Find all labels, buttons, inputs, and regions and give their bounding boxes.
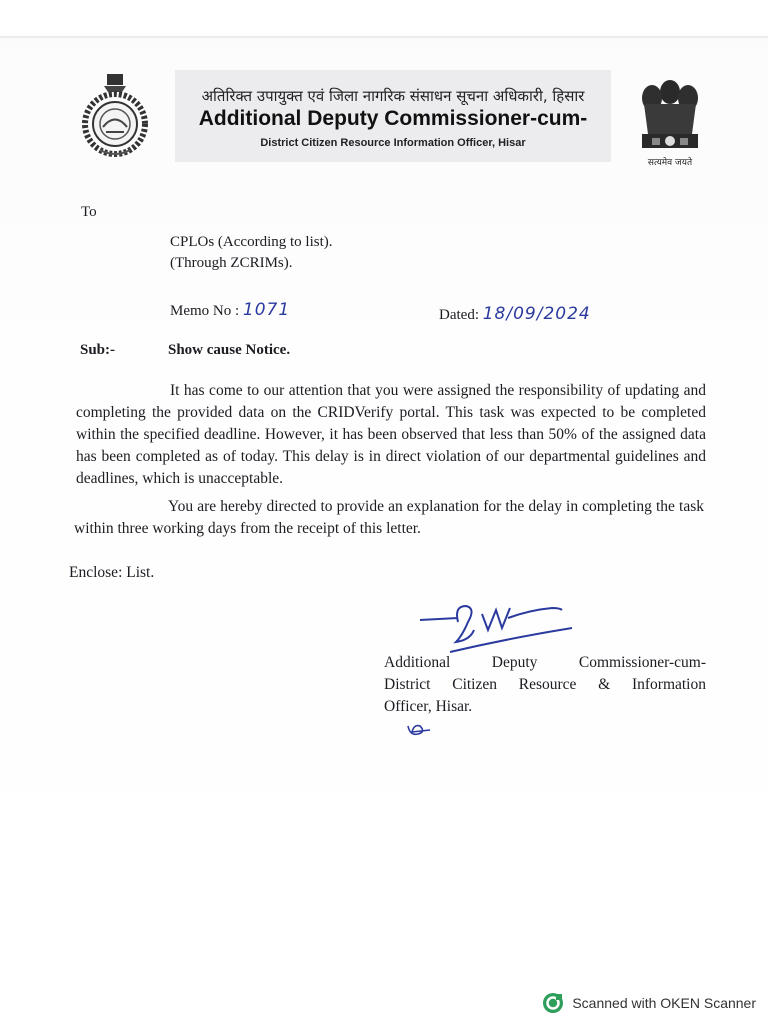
scan-top-margin — [0, 0, 768, 36]
initial-mark — [404, 718, 434, 740]
memo-number: 1071 — [242, 300, 291, 320]
oken-scanner-icon — [542, 992, 564, 1014]
signatory-block — [384, 652, 706, 718]
letterhead-subtitle: District Citizen Resource Information Officer, Hisar — [260, 137, 526, 149]
recipient-line-2: (Through ZCRIMs). — [170, 255, 293, 271]
letterhead-band — [175, 70, 611, 162]
scanner-text: Scanned with OKEN Scanner — [572, 995, 756, 1011]
signatory-line-1: Additional Deputy Commissioner-cum- — [384, 654, 706, 671]
emblem-motto: सत्यमेव जयते — [647, 158, 693, 168]
signatory-line-2: District Citizen Resource & Information — [384, 676, 706, 693]
letterhead-title: Additional Deputy Commissioner-cum- — [198, 107, 588, 130]
enclosure-note: Enclose: List. — [69, 564, 155, 581]
dated-line — [439, 304, 591, 326]
scanner-watermark — [542, 990, 756, 1016]
to-label: To — [81, 204, 97, 220]
signatory-line-3: Officer, Hisar. — [384, 698, 473, 715]
memo-label: Memo No : — [170, 303, 240, 319]
scan-edge — [0, 36, 768, 38]
recipient-line-1: CPLOs (According to list). — [170, 234, 333, 250]
handwritten-date: 18/09/2024 — [482, 304, 591, 324]
body-paragraph-2: You are hereby directed to provide an explanation for the delay in completing the task within three working days from the receipt of this letter. — [74, 498, 704, 537]
subject: Show cause Notice. — [168, 342, 291, 358]
letterhead-hindi-title: अतिरिक्त उपायुक्त एवं जिला नागरिक संसाधन सूचना अधिकारी, हिसार — [201, 87, 585, 105]
memo-line — [170, 300, 290, 322]
national-emblem-icon — [628, 74, 712, 170]
dated-label: Dated: — [439, 307, 479, 323]
subject-label: Sub:- — [80, 342, 116, 358]
haryana-seal-icon — [78, 72, 152, 158]
body-paragraph-1: It has come to our attention that you were assigned the responsibility of updating and completing the provided data on the CRIDVerify portal. This task was expected to be completed within the specified deadline. However, it has been observed that less than 50% of the assigned data has been completed as of today. This delay is in direct violation of our departmental guidelines and deadlines, which is unacceptable. — [76, 382, 706, 487]
